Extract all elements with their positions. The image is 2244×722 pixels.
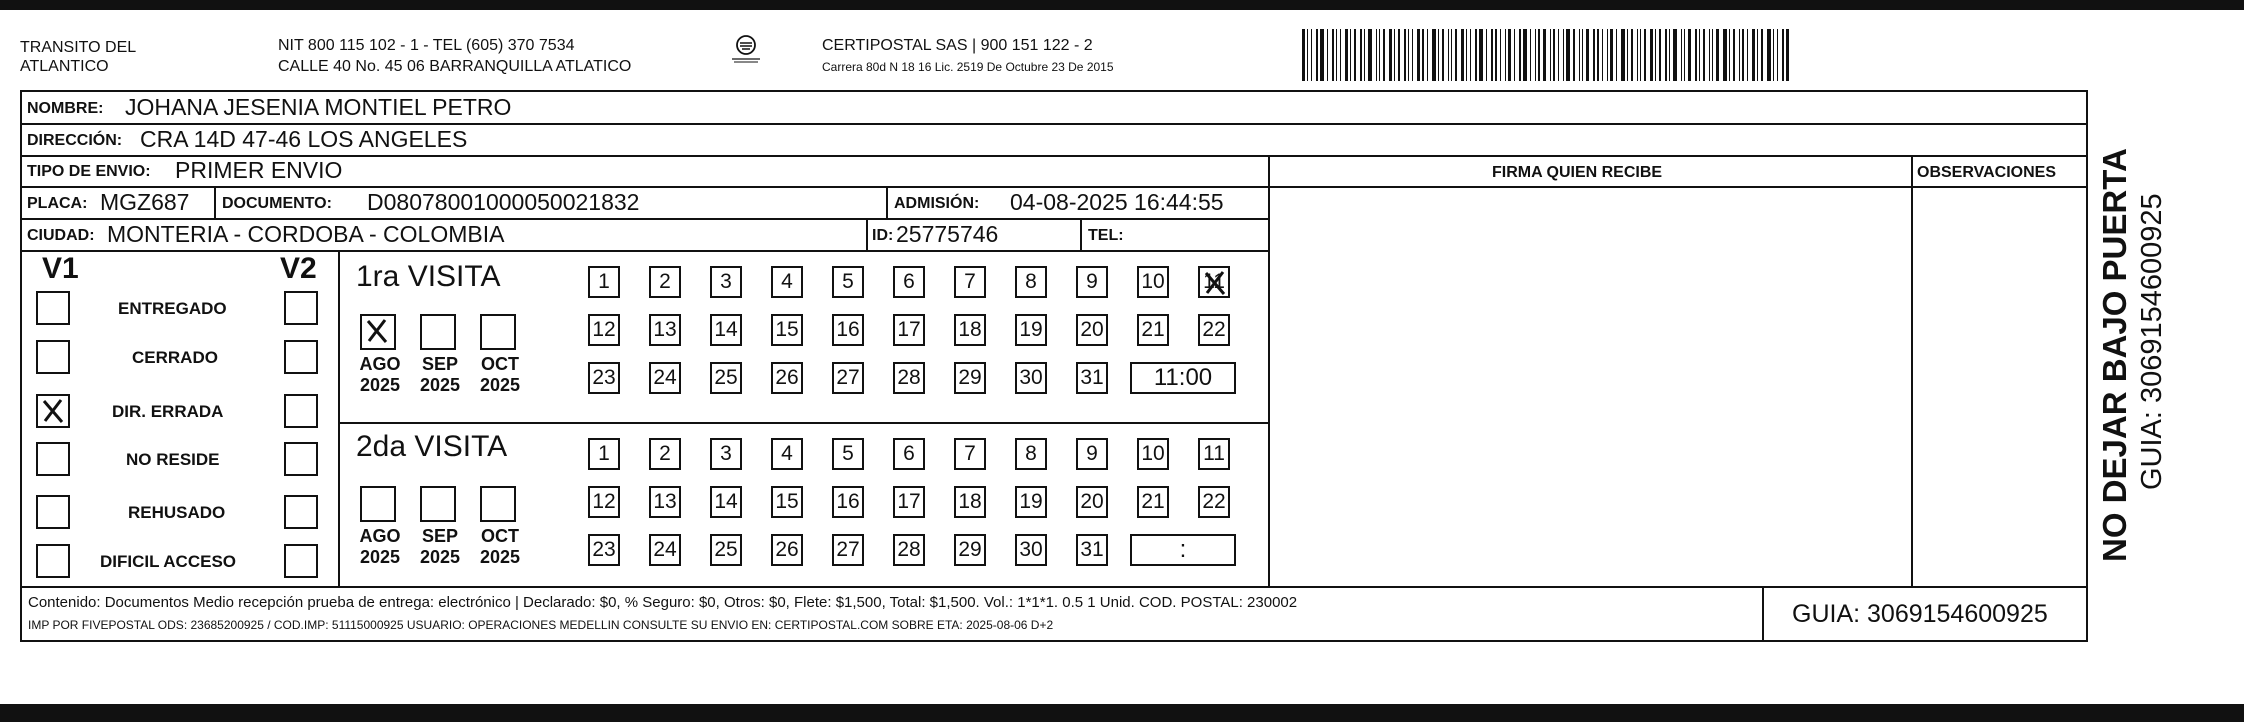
visit1-day-6[interactable]: 6 [893,266,925,298]
barcode-bar [1311,29,1312,81]
v2-header: V2 [280,252,317,285]
barcode-bar [1530,29,1531,81]
barcode-bar [1616,29,1617,81]
barcode-bar [1394,29,1395,81]
visit1-day-9[interactable]: 9 [1076,266,1108,298]
barcode-bar [1607,29,1608,81]
visit1-day-10[interactable]: 10 [1137,266,1169,298]
barcode [1302,29,1934,81]
nombre-value: JOHANA JESENIA MONTIEL PETRO [125,94,512,120]
row-divider [22,250,1268,252]
visit2-day-26[interactable]: 26 [771,534,803,566]
visit1-day-4[interactable]: 4 [771,266,803,298]
month-label [470,354,530,396]
org-name-line2: ATLANTICO [20,58,109,75]
barcode-bar [1739,29,1740,81]
visit2-day-19[interactable]: 19 [1015,486,1047,518]
visit2-day-30[interactable]: 30 [1015,534,1047,566]
observaciones-header: OBSERVACIONES [1917,164,2056,181]
month-year: 2025 [479,375,521,395]
firma-header: FIRMA QUIEN RECIBE [1492,164,1663,181]
ciudad-value: MONTERIA - CORDOBA - COLOMBIA [107,221,505,247]
barcode-bar [1350,29,1351,81]
row-divider [22,123,2086,125]
status-label: ENTREGADO [118,299,227,318]
barcode-bar [1486,29,1487,81]
barcode-bar [1461,29,1464,81]
barcode-bar [1650,29,1653,81]
month-checkbox-oct[interactable] [480,314,516,350]
barcode-bar [1345,29,1348,81]
barcode-bar [1379,29,1380,81]
visit2-day-18[interactable]: 18 [954,486,986,518]
month-name: AGO [359,354,401,374]
visit2-day-23[interactable]: 23 [588,534,620,566]
barcode-bar [1621,29,1625,81]
v2-checkbox-cerrado[interactable] [284,340,318,374]
visit1-day-14[interactable]: 14 [710,314,742,346]
visit-divider [338,422,1268,424]
v2-checkbox-no-reside[interactable] [284,442,318,476]
visit1-day-27[interactable]: 27 [832,362,864,394]
visit2-day-2[interactable]: 2 [649,438,681,470]
footer-contenido: Contenido: Documentos Medio recepción prueba de entrega: electrónico | Declarado: $0, % Seguro: $0, Otros: $0, Flete: $1,500, Total: $1,500. Vol.: 1*1*1. 0.5 1 Unid. COD. POSTAL: 230002 [28,594,1298,611]
v1-checkbox-entregado[interactable] [36,291,70,325]
visit1-day-7[interactable]: 7 [954,266,986,298]
barcode-bar [1320,29,1324,81]
org-name-line1: TRANSITO DEL [20,39,137,56]
v2-checkbox-dificil-acceso[interactable] [284,544,318,578]
visit1-day-19[interactable]: 19 [1015,314,1047,346]
month-label [410,526,470,568]
barcode-bar [1307,29,1308,81]
visit1-day-12[interactable]: 12 [588,314,620,346]
visit1-day-2[interactable]: 2 [649,266,681,298]
barcode-bar [1368,29,1372,81]
footer-guia-divider [1762,586,1764,642]
month-label [410,354,470,396]
barcode-bar [1566,29,1570,81]
barcode-bar [1742,29,1744,81]
signature-column-divider [1268,155,1270,586]
barcode-bar [1427,29,1428,81]
no-dejar-notice: NO DEJAR BAJO PUERTA [2096,148,2133,562]
barcode-bar [1757,29,1758,81]
barcode-bar [1519,29,1521,81]
v2-checkbox-entregado[interactable] [284,291,318,325]
v1-checkbox-dir-errada[interactable] [36,394,70,428]
footer-guia: GUIA: 3069154600925 [1792,600,2048,628]
v2-checkbox-rehusado[interactable] [284,495,318,529]
month-checkbox-oct[interactable] [480,486,516,522]
org-address: CALLE 40 No. 45 06 BARRANQUILLA ATLATICO [278,58,632,75]
barcode-bar [1543,29,1546,81]
barcode-bar [1582,29,1583,81]
barcode-bar [1491,29,1493,81]
status-label: REHUSADO [128,503,226,522]
barcode-bar [1665,29,1667,81]
visit2-day-24[interactable]: 24 [649,534,681,566]
barcode-bar [1523,29,1527,81]
barcode-bar [1602,29,1603,81]
visit2-day-20[interactable]: 20 [1076,486,1108,518]
visit1-day-25[interactable]: 25 [710,362,742,394]
visit2-day-4[interactable]: 4 [771,438,803,470]
barcode-bar [1535,29,1536,81]
org-nit: NIT 800 115 102 - 1 - TEL (605) 370 7534 [278,37,575,54]
barcode-bar [1417,29,1420,81]
documento-value: D08078001000050021832 [367,189,640,215]
barcode-bar [1644,29,1646,81]
month-checkbox-ago[interactable] [360,314,396,350]
visit2-day-10[interactable]: 10 [1137,438,1169,470]
barcode-bar [1475,29,1477,81]
visit1-day-11[interactable] [1198,266,1230,298]
barcode-bar [1631,29,1633,81]
day-number: 11 [1203,270,1225,293]
visit2-day-11[interactable]: 11 [1198,438,1230,470]
barcode-bar [1593,29,1595,81]
barcode-bar [1712,29,1713,81]
visit2-day-21[interactable]: 21 [1137,486,1169,518]
barcode-bar [1466,29,1467,81]
tel-label: TEL: [1088,227,1124,244]
v1-header: V1 [42,252,79,285]
barcode-bar [1673,29,1677,81]
visit2-day-1[interactable]: 1 [588,438,620,470]
visit1-day-29[interactable]: 29 [954,362,986,394]
barcode-bar [1470,29,1471,81]
visit2-day-22[interactable]: 22 [1198,486,1230,518]
visit2-title: 2da VISITA [356,430,508,463]
cell-divider [866,218,868,250]
cell-divider [1080,218,1082,250]
visit2-day-5[interactable]: 5 [832,438,864,470]
barcode-bar [1408,29,1409,81]
barcode-bar [1438,29,1439,81]
id-value: 25775746 [896,221,999,247]
barcode-bar [1500,29,1501,81]
barcode-bar [1752,29,1755,81]
barcode-bar [1360,29,1362,81]
barcode-bar [1336,29,1337,81]
barcode-bar [1332,29,1334,81]
barcode-bar [1659,29,1661,81]
v1-checkbox-cerrado[interactable] [36,340,70,374]
barcode-bar [1767,29,1771,81]
footer-imp: IMP POR FIVEPOSTAL ODS: 23685200925 / COD.IMP: 51115000925 USUARIO: OPERACIONES MEDELLIN CONSULTE SU ENVIO EN: CERTIPOSTAL.COM SOBRE ETA: 2025-08-06 D+2 [28,618,1054,632]
status-label: CERRADO [132,348,218,367]
barcode-bar [1729,29,1730,81]
barcode-bar [1716,29,1719,81]
visit2-day-13[interactable]: 13 [649,486,681,518]
month-name: AGO [359,526,401,546]
visit2-day-15[interactable]: 15 [771,486,803,518]
barcode-bar [1327,29,1328,81]
footer-divider [22,586,2086,588]
visit1-day-3[interactable]: 3 [710,266,742,298]
month-year: 2025 [479,547,521,567]
bottom-border [0,704,2244,722]
barcode-bar [1579,29,1580,81]
barcode-bar [1695,29,1697,81]
visit1-day-15[interactable]: 15 [771,314,803,346]
barcode-bar [1586,29,1589,81]
visit2-day-25[interactable]: 25 [710,534,742,566]
barcode-bar [1703,29,1705,81]
barcode-bar [1558,29,1559,81]
status-column-divider [338,250,340,586]
v1-checkbox-rehusado[interactable] [36,495,70,529]
barcode-bar [1442,29,1444,81]
status-label: NO RESIDE [126,450,220,469]
visit1-day-28[interactable]: 28 [893,362,925,394]
visit1-day-22[interactable]: 22 [1198,314,1230,346]
visit1-day-26[interactable]: 26 [771,362,803,394]
barcode-bar [1448,29,1449,81]
observations-column-divider [1911,155,1913,586]
barcode-bar [1637,29,1638,81]
barcode-bar [1432,29,1436,81]
barcode-bar [1610,29,1613,81]
barcode-bar [1479,29,1483,81]
barcode-bar [1573,29,1575,81]
admision-value: 04-08-2025 16:44:55 [1010,189,1224,215]
visit1-day-18[interactable]: 18 [954,314,986,346]
barcode-bar [1316,29,1318,81]
month-checkbox-sep[interactable] [420,486,456,522]
visit2-day-16[interactable]: 16 [832,486,864,518]
certipostal-logo [728,34,764,64]
carrier-license: Carrera 80d N 18 16 Lic. 2519 De Octubre 23 De 2015 [822,60,1114,74]
barcode-bar [1688,29,1691,81]
month-year: 2025 [419,375,461,395]
barcode-bar [1451,29,1452,81]
month-year: 2025 [359,375,401,395]
direccion-label: DIRECCIÓN: [27,132,123,149]
visit1-day-23[interactable]: 23 [588,362,620,394]
visit1-day-17[interactable]: 17 [893,314,925,346]
visit1-day-13[interactable]: 13 [649,314,681,346]
barcode-bar [1699,29,1700,81]
month-name: OCT [481,354,519,374]
barcode-bar [1383,29,1385,81]
visit1-day-24[interactable]: 24 [649,362,681,394]
ciudad-label: CIUDAD: [27,227,95,244]
status-label: DIR. ERRADA [112,402,224,421]
visit1-day-1[interactable]: 1 [588,266,620,298]
barcode-bar [1563,29,1564,81]
id-label: ID: [872,227,894,244]
visit1-day-8[interactable]: 8 [1015,266,1047,298]
month-year: 2025 [419,547,461,567]
visit2-day-17[interactable]: 17 [893,486,925,518]
visit2-day-8[interactable]: 8 [1015,438,1047,470]
barcode-bar [1398,29,1400,81]
barcode-bar [1681,29,1682,81]
barcode-bar [1627,29,1628,81]
barcode-bar [1538,29,1540,81]
row-divider [1268,186,2086,188]
visit2-day-31[interactable]: 31 [1076,534,1108,566]
barcode-bar [1302,29,1305,81]
placa-value: MGZ687 [100,189,190,215]
barcode-bar [1389,29,1392,81]
month-name: SEP [421,526,459,546]
visit2-day-12[interactable]: 12 [588,486,620,518]
v1-checkbox-dificil-acceso[interactable] [36,544,70,578]
barcode-bar [1495,29,1497,81]
barcode-bar [1376,29,1377,81]
visit2-day-7[interactable]: 7 [954,438,986,470]
barcode-bar [1597,29,1599,81]
tipo-envio-label: TIPO DE ENVIO: [27,163,151,180]
admision-label: ADMISIÓN: [894,195,980,212]
nombre-label: NOMBRE: [27,100,104,117]
barcode-bar [1364,29,1365,81]
documento-label: DOCUMENTO: [222,195,332,212]
month-label [470,526,530,568]
v1-checkbox-no-reside[interactable] [36,442,70,476]
barcode-bar [1723,29,1727,81]
cell-divider [886,186,888,218]
visit2-day-6[interactable]: 6 [893,438,925,470]
barcode-bar [1761,29,1763,81]
barcode-bar [1508,29,1511,81]
visit1-day-21[interactable]: 21 [1137,314,1169,346]
side-guia: GUIA: 3069154600925 [2136,193,2168,490]
barcode-bar [1773,29,1774,81]
barcode-bar [1514,29,1515,81]
month-label [350,526,410,568]
month-checkbox-ago[interactable] [360,486,396,522]
barcode-bar [1684,29,1685,81]
visit1-day-30[interactable]: 30 [1015,362,1047,394]
month-label [350,354,410,396]
barcode-bar [1709,29,1710,81]
visit2-day-9[interactable]: 9 [1076,438,1108,470]
visit1-day-20[interactable]: 20 [1076,314,1108,346]
barcode-bar [1412,29,1413,81]
barcode-bar [1422,29,1424,81]
barcode-bar [1404,29,1406,81]
barcode-bar [1786,29,1789,81]
placa-label: PLACA: [27,195,88,212]
status-label: DIFICIL ACCESO [100,552,237,571]
month-name: SEP [421,354,459,374]
cell-divider [214,186,216,218]
visit2-day-14[interactable]: 14 [710,486,742,518]
barcode-bar [1455,29,1457,81]
barcode-bar [1747,29,1748,81]
month-name: OCT [481,526,519,546]
visit1-day-31[interactable]: 31 [1076,362,1108,394]
barcode-bar [1782,29,1784,81]
visit2-day-29[interactable]: 29 [954,534,986,566]
visit1-time-field[interactable]: 11:00 [1130,362,1236,394]
visit2-day-27[interactable]: 27 [832,534,864,566]
barcode-bar [1733,29,1735,81]
row-divider [22,186,1268,188]
barcode-bar [1340,29,1341,81]
v2-checkbox-dir-errada[interactable] [284,394,318,428]
tipo-envio-value: PRIMER ENVIO [175,157,343,183]
barcode-bar [1777,29,1778,81]
visit1-title: 1ra VISITA [356,260,501,293]
delivery-form [20,90,2088,642]
visit1-day-5[interactable]: 5 [832,266,864,298]
month-checkbox-sep[interactable] [420,314,456,350]
barcode-bar [1655,29,1656,81]
top-border [0,0,2244,10]
barcode-bar [1505,29,1506,81]
month-year: 2025 [359,547,401,567]
visit1-day-16[interactable]: 16 [832,314,864,346]
carrier-name: CERTIPOSTAL SAS | 900 151 122 - 2 [822,37,1093,54]
barcode-bar [1553,29,1555,81]
visit2-day-3[interactable]: 3 [710,438,742,470]
visit2-day-28[interactable]: 28 [893,534,925,566]
visit2-time-field[interactable]: : [1130,534,1236,566]
barcode-bar [1550,29,1551,81]
barcode-bar [1640,29,1641,81]
barcode-bar [1669,29,1670,81]
direccion-value: CRA 14D 47-46 LOS ANGELES [140,126,468,152]
barcode-bar [1354,29,1356,81]
